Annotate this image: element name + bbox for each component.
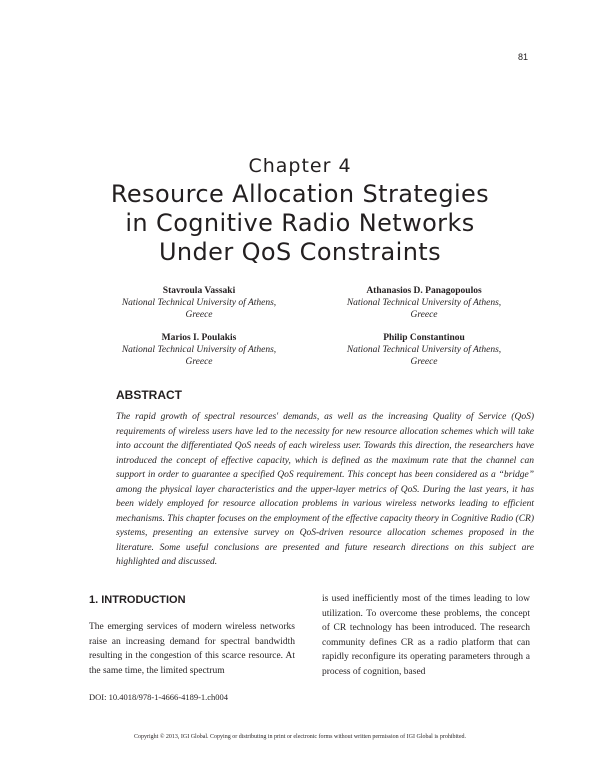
author-affiliation: National Technical University of Athens, (346, 298, 502, 308)
chapter-title (0, 180, 600, 267)
author-block (84, 285, 314, 321)
author-block (309, 332, 539, 368)
abstract-text: The rapid growth of spectral resources' demands, as well as the increasing Quality of Service (QoS) requirements of wireless users have led to the necessity for new resource allocation schemes which will take into account the differentiated QoS needs of each wireless user. Towards this direction, the researchers have introduced the concept of effective capacity, which is defined as the maximum rate that the channel can support in order to guarantee a specified QoS requirement. This concept has been considered as a “bridge” among the physical layer characteristics and the upper-layer metrics of QoS. During the last years, it has been widely employed for resource allocation problems in various wireless networks leading to efficient mechanisms. This chapter focuses on the employment of the effective capacity theory in Cognitive Radio (CR) systems, presenting an extensive survey on QoS-driven resource allocation schemes proposed in the literature. Some useful conclusions are presented and future research directions on this subject are highlighted and discussed. (116, 412, 534, 567)
author-affiliation: National Technical University of Athens, (121, 345, 277, 355)
copyright-notice: Copyright © 2013, IGI Global. Copying or distributing in print or electronic forms without written permission of IGI Global is prohibited. (133, 734, 466, 740)
intro-paragraph-left: The emerging services of modern wireless networks raise an increasing demand for spectral bandwidth resulting in the congestion of this scarce resource. At the same time, the limited spectrum (89, 622, 295, 676)
chapter-title-line: in Cognitive Radio Networks (125, 209, 475, 237)
intro-paragraph-right: is used inefficiently most of the times leading to low utilization. To overcome these problems, the concept of CR technology has been introduced. The research community defines CR as a radio platform that can rapidly reconfigure its operating parameters through a process of cognition, based (322, 594, 530, 677)
author-name: Stavroula Vassaki (162, 286, 236, 296)
author-country: Greece (185, 310, 213, 320)
author-affiliation: National Technical University of Athens, (346, 345, 502, 355)
author-country: Greece (185, 357, 213, 367)
author-affiliation: National Technical University of Athens, (121, 298, 277, 308)
chapter-title-line: Resource Allocation Strategies (110, 180, 490, 208)
doi: DOI: 10.4018/978-1-4666-4189-1.ch004 (89, 692, 229, 702)
abstract-heading: ABSTRACT (116, 388, 182, 402)
author-country: Greece (410, 310, 438, 320)
author-name: Athanasios D. Panagopoulos (366, 286, 482, 296)
author-country: Greece (410, 357, 438, 367)
section-heading: 1. INTRODUCTION (89, 594, 186, 606)
chapter-title-line: Under QoS Constraints (158, 238, 442, 266)
author-block (84, 332, 314, 368)
page-number: 81 (517, 52, 528, 62)
chapter-label: Chapter 4 (248, 155, 352, 177)
author-name: Philip Constantinou (383, 333, 465, 343)
author-block (309, 285, 539, 321)
author-name: Marios I. Poulakis (161, 333, 237, 343)
